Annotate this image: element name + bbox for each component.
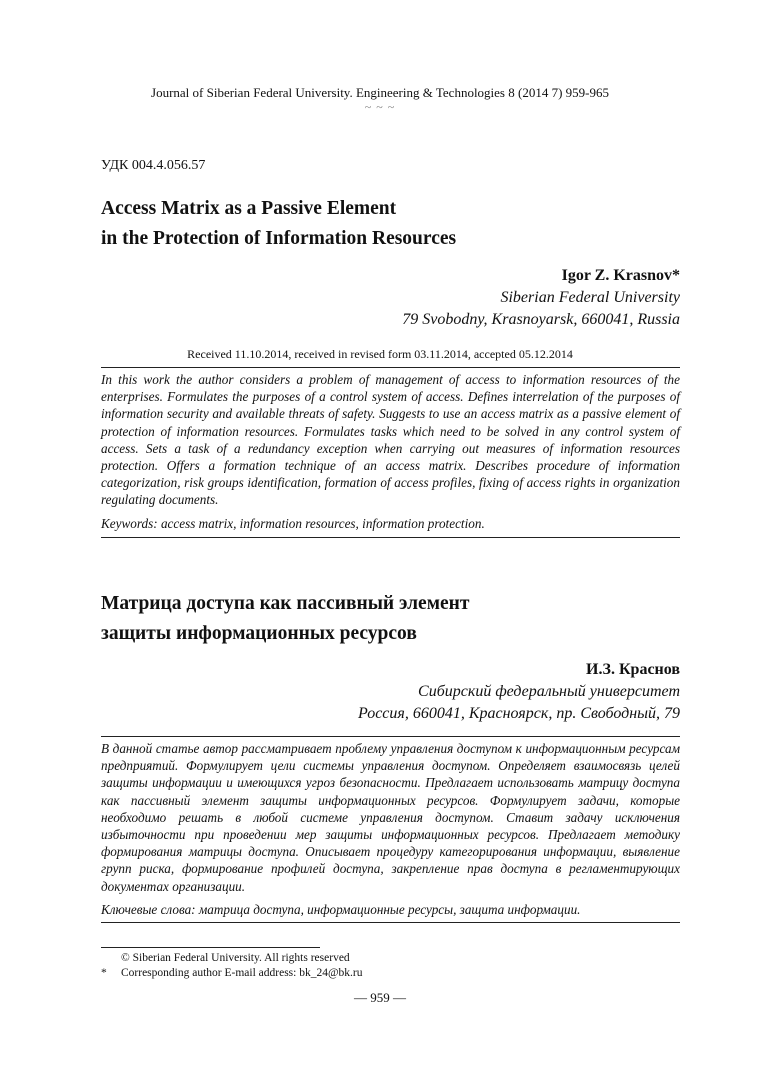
article-title-en [101, 194, 456, 254]
footnote-copyright [101, 951, 350, 966]
received-dates: Received 11.10.2014, received in revised form 03.11.2014, accepted 05.12.2014 [187, 347, 573, 361]
author-block-en [402, 265, 680, 331]
udk-code: УДК 004.4.056.57 [101, 158, 206, 173]
affiliation-ru-line1: Сибирский федеральный университет [418, 683, 680, 700]
abstract-rule-top-en [101, 367, 680, 368]
article-title-ru [101, 589, 469, 649]
abstract-en: In this work the author considers a problem of management of access to information resources of the enterprises. Formulates the purposes of a control system of access. Defines interrelation of the purposes of information security and available threats of safety. Suggests to use an access matrix as a passive element of protection of information resources. Formulates tasks which need to be solved in any control system of access. Sets a task of a redundancy exception when carrying out measures of information resources protection. Offers a formation technique of an access matrix. Describes procedure of information categorization, risk groups identification, formation of access profiles, fixing of access rights in organization regulating documents. [101, 372, 680, 508]
copyright-text: © Siberian Federal University. All rights reserved [121, 952, 350, 964]
title-en-line1: Access Matrix as a Passive Element [101, 198, 397, 219]
footnote-corresponding [101, 966, 363, 981]
keywords-en: Keywords: access matrix, information resources, information protection. [101, 516, 485, 531]
corresponding-author-email: Corresponding author E-mail address: bk_24@bk.ru [121, 967, 363, 979]
abstract-rule-bottom-en [101, 537, 680, 538]
header-ornament: ~ ~ ~ [364, 100, 396, 114]
footnote-star: * [101, 967, 107, 979]
author-name-ru: И.З. Краснов [586, 661, 680, 678]
page-number: — 959 — [354, 990, 406, 1005]
journal-header: Journal of Siberian Federal University. Engineering & Technologies 8 (2014 7) 959-965 [151, 85, 609, 100]
title-ru-line2: защиты информационных ресурсов [101, 623, 417, 644]
title-en-line2: in the Protection of Information Resources [101, 228, 457, 249]
abstract-rule-bottom-ru [101, 922, 680, 923]
title-ru-line1: Матрица доступа как пассивный элемент [101, 593, 470, 614]
abstract-rule-top-ru [101, 736, 680, 737]
author-block-ru [358, 659, 680, 725]
footnote-rule [101, 947, 320, 948]
affiliation-en-line1: Siberian Federal University [500, 289, 680, 306]
affiliation-ru-line2: Россия, 660041, Красноярск, пр. Свободный, 79 [358, 705, 680, 722]
keywords-ru: Ключевые слова: матрица доступа, информационные ресурсы, защита информации. [101, 902, 581, 917]
abstract-ru: В данной статье автор рассматривает проблему управления доступом к информационным ресурсам предприятий. Формулирует цели системы управления доступом. Определяет взаимосвязь целей защиты информации и имеющихся угроз безопасности. Предлагает использовать матрицу доступа как пассивный элемент защиты информационных ресурсов. Формулирует задачи, которые необходимо решать в любой системе управления доступом. Ставит задачу исключения избыточности при проведении мер защиты информационных ресурсов. Предлагает методику формирования матрицы доступа. Описывает процедуру категорирования информации, выявление групп риска, формирование профилей доступа, закрепление прав доступа в регламентирующих документах организации. [101, 741, 680, 894]
author-name-en: Igor Z. Krasnov* [561, 267, 680, 284]
affiliation-en-line2: 79 Svobodny, Krasnoyarsk, 660041, Russia [402, 311, 680, 328]
